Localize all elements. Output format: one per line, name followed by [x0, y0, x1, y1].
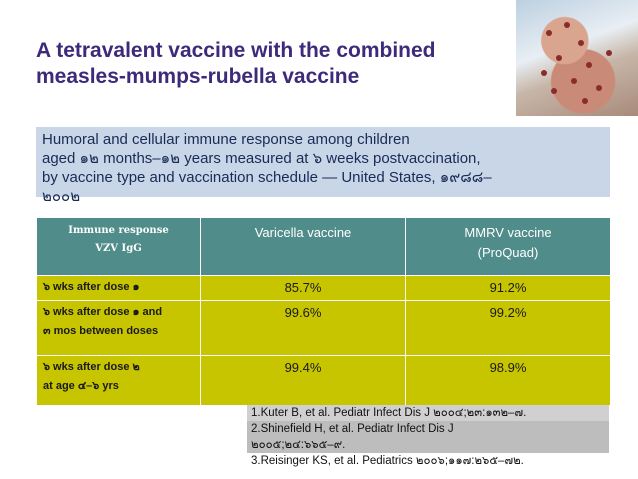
caption-line-4: ๒๐๐๒ — [42, 188, 81, 205]
row-label: ๖ wks after dose ๑ — [37, 276, 201, 301]
reference-2: 2.Shinefield H, et al. Pediatr Infect Dis J — [247, 421, 609, 437]
reference-3: 3.Reisinger KS, et al. Pediatrics ๒๐๐๖;๑๑๗:๒๖๕–๗๒. — [247, 453, 609, 469]
varicella-value: 99.6% — [201, 301, 406, 356]
reference-1: 1.Kuter B, et al. Pediatr Infect Dis J ๒๐๐๔;๒๓:๑๓๒–๗. — [247, 405, 609, 421]
row-label: ๖ wks after dose ๒ at age ๔–๖ yrs — [37, 356, 201, 406]
table-caption — [42, 130, 602, 206]
caption-line-1: Humoral and cellular immune response among children — [42, 131, 410, 148]
header-mmrv: MMRV vaccine (ProQuad) — [406, 218, 611, 276]
title-line-2: measles-mumps-rubella vaccine — [36, 65, 360, 88]
varicella-value: 99.4% — [201, 356, 406, 406]
table-row — [37, 356, 611, 406]
mmrv-value: 91.2% — [406, 276, 611, 301]
title-line-1: A tetravalent vaccine with the combined — [36, 39, 436, 62]
header-immune-response: Immune response VZV IgG — [37, 218, 201, 276]
table-row — [37, 301, 611, 356]
table-header-row — [37, 218, 611, 276]
row-label: ๖ wks after dose ๑ and ๓ mos between doses — [37, 301, 201, 356]
slide-title — [36, 38, 516, 90]
table-row — [37, 276, 611, 301]
header-varicella: Varicella vaccine — [201, 218, 406, 276]
immune-response-table — [36, 217, 611, 406]
reference-2-cont: ๒๐๐๕;๒๔:๖๖๕–๙. — [247, 437, 609, 453]
varicella-value: 85.7% — [201, 276, 406, 301]
mmrv-value: 98.9% — [406, 356, 611, 406]
mmrv-value: 99.2% — [406, 301, 611, 356]
caption-line-2: aged ๑๒ months–๑๒ years measured at ๖ weeks postvaccination, — [42, 150, 481, 167]
references — [247, 405, 609, 469]
child-rash-photo — [516, 0, 638, 116]
caption-line-3: by vaccine type and vaccination schedule — United States, ๑๙๘๘– — [42, 169, 492, 186]
